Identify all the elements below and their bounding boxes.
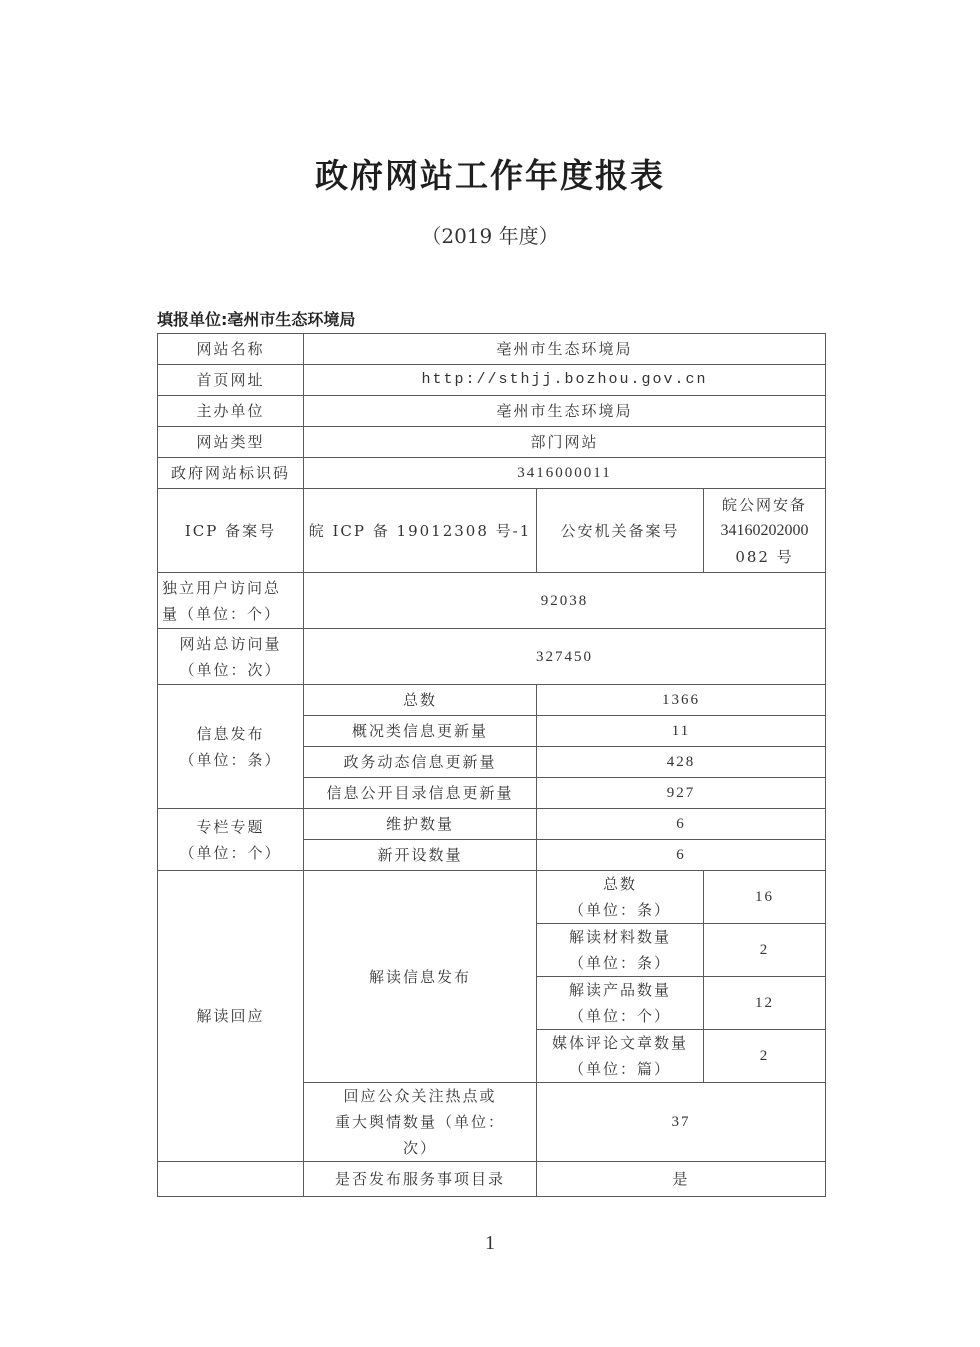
item-value: 37: [537, 1083, 826, 1162]
value-cell: 亳州市生态环境局: [304, 396, 826, 427]
label-cell: ICP 备案号: [158, 489, 304, 573]
publish-label: 解读信息发布: [304, 871, 537, 1083]
item-value: 927: [537, 778, 826, 809]
homepage-url: http://sthjj.bozhou.gov.cn: [304, 365, 826, 396]
item-value: 16: [704, 871, 826, 924]
label-cell: [158, 629, 304, 685]
item-label: [537, 1030, 704, 1083]
row-site-type: [158, 427, 826, 458]
item-label: [537, 871, 704, 924]
item-value: 6: [537, 840, 826, 871]
item-label: 总数: [304, 685, 537, 716]
label-cell: 网站类型: [158, 427, 304, 458]
label-line: （单位：次）: [179, 660, 282, 679]
row-site-name: [158, 334, 826, 365]
item-value: 11: [537, 716, 826, 747]
group-label: 解读回应: [158, 871, 304, 1162]
row-total-visits: [158, 629, 826, 685]
row-sponsor: [158, 396, 826, 427]
label-line: 量（单位：个）: [162, 604, 282, 623]
icp-number: 皖 ICP 备 19012308 号-1: [304, 489, 537, 573]
report-year: （2019 年度）: [421, 224, 559, 248]
item-label: 概况类信息更新量: [304, 716, 537, 747]
item-label: [304, 1083, 537, 1162]
label-line: 解读材料数量: [568, 928, 671, 946]
label-line: 独立用户访问总: [162, 578, 282, 597]
item-label: 是否发布服务事项目录: [304, 1162, 537, 1197]
item-label: 政务动态信息更新量: [304, 747, 537, 778]
row-interpretation: [158, 871, 826, 924]
label-cell: 网站名称: [158, 334, 304, 365]
item-value: 428: [537, 747, 826, 778]
label-line: 总数: [602, 875, 637, 893]
label-line: 重大舆情数量（单位：: [334, 1113, 505, 1131]
page-number: 1: [485, 1232, 495, 1254]
police-record-number: [704, 489, 826, 573]
label-line: （单位：个）: [568, 1007, 671, 1025]
row-info-publish: [158, 685, 826, 716]
row-site-id: [158, 458, 826, 489]
group-label: [158, 809, 304, 871]
row-icp: [158, 489, 826, 573]
report-table: [157, 333, 826, 1197]
item-value: 是: [537, 1162, 826, 1197]
police-record-label: 公安机关备案号: [537, 489, 704, 573]
row-homepage: [158, 365, 826, 396]
item-label: 信息公开目录信息更新量: [304, 778, 537, 809]
value-cell: 327450: [304, 629, 826, 685]
police-line-1: 皖公网安备: [722, 495, 808, 514]
value-cell: 亳州市生态环境局: [304, 334, 826, 365]
label-line: （单位：条）: [568, 954, 671, 972]
label-line: 解读产品数量: [568, 981, 671, 999]
label-cell: [158, 573, 304, 629]
label-line: 回应公众关注热点或: [343, 1087, 497, 1105]
item-value: 2: [704, 1030, 826, 1083]
label-line: （单位：条）: [179, 750, 282, 769]
item-value: 12: [704, 977, 826, 1030]
police-line-3: 082 号: [735, 547, 794, 566]
item-label: 维护数量: [304, 809, 537, 840]
label-line: 次）: [402, 1139, 437, 1157]
label-cell: 政府网站标识码: [158, 458, 304, 489]
label-cell: 主办单位: [158, 396, 304, 427]
item-label: [537, 924, 704, 977]
police-line-2: 34160202000: [720, 521, 809, 539]
value-cell: 部门网站: [304, 427, 826, 458]
item-value: 2: [704, 924, 826, 977]
label-line: 信息发布: [196, 724, 265, 743]
group-label: [158, 685, 304, 809]
reporting-unit: 填报单位:亳州市生态环境局: [157, 310, 356, 329]
label-line: （单位：个）: [179, 843, 282, 862]
row-columns: [158, 809, 826, 840]
label-cell: 首页网址: [158, 365, 304, 396]
item-label: 新开设数量: [304, 840, 537, 871]
label-line: 专栏专题: [196, 817, 265, 836]
row-service-catalog: [158, 1162, 826, 1197]
value-cell: 3416000011: [304, 458, 826, 489]
item-value: 1366: [537, 685, 826, 716]
item-label: [537, 977, 704, 1030]
label-line: 媒体评论文章数量: [551, 1034, 688, 1052]
page-title: 政府网站工作年度报表: [315, 156, 665, 195]
label-line: （单位：条）: [568, 901, 671, 919]
row-unique-visitors: [158, 573, 826, 629]
label-line: 网站总访问量: [179, 634, 282, 653]
value-cell: 92038: [304, 573, 826, 629]
empty-cell: [158, 1162, 304, 1197]
item-value: 6: [537, 809, 826, 840]
label-line: （单位：篇）: [568, 1060, 671, 1078]
